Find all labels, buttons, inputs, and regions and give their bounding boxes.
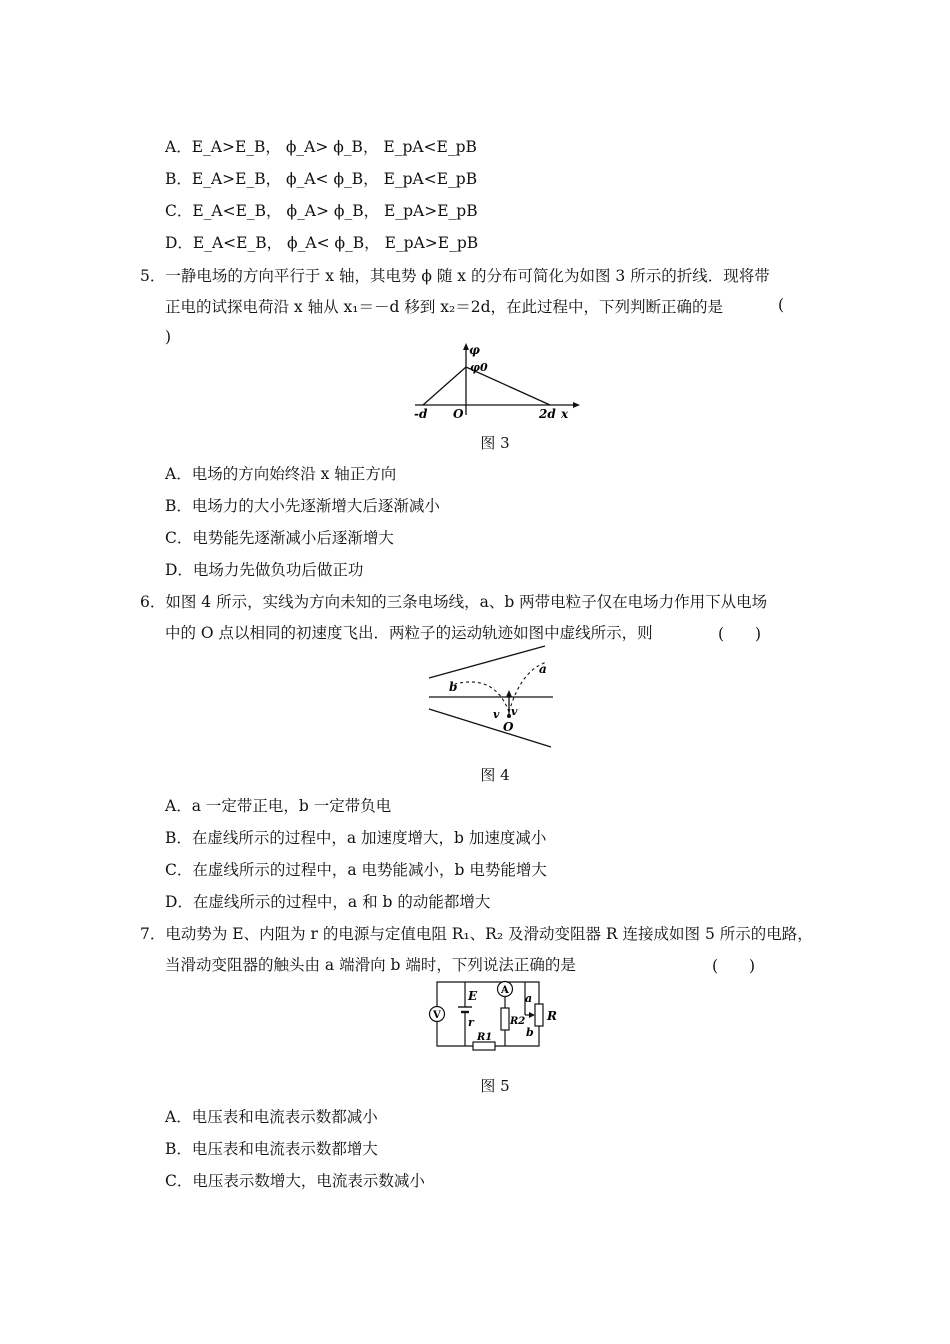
label-o: O bbox=[503, 720, 514, 734]
figure-5-caption: 图 5 bbox=[480, 1077, 510, 1095]
q5-answer-paren-close: ) bbox=[165, 328, 172, 346]
q6-option-a: A．a 一定带正电，b 一定带负电 bbox=[165, 797, 392, 815]
figure-3-potential-graph bbox=[405, 340, 585, 425]
q4-option-c: C．E_A<E_B， ϕ_A> ϕ_B， E_pA>E_pB bbox=[165, 202, 478, 220]
label-v-left: v bbox=[493, 708, 500, 721]
q5-answer-paren-open: ( bbox=[778, 296, 785, 314]
emf-label: E bbox=[468, 989, 478, 1003]
slider-arrow-icon bbox=[529, 1012, 535, 1018]
origin-label: O bbox=[453, 407, 464, 421]
q7-stem-line2: 当滑动变阻器的触头由 a 端滑向 b 端时，下列说法正确的是 bbox=[165, 956, 576, 974]
label-b: b bbox=[449, 680, 458, 694]
q6-answer-paren: ( ) bbox=[718, 625, 762, 643]
q5-stem-line1: 5．一静电场的方向平行于 x 轴，其电势 ϕ 随 x 的分布可简化为如图 3 所示的折线．现将带 bbox=[140, 267, 770, 285]
field-line-top bbox=[429, 646, 545, 678]
rheostat-r bbox=[535, 1004, 543, 1026]
q7-option-a: A．电压表和电流表示数都减小 bbox=[165, 1108, 378, 1126]
terminal-b-label: b bbox=[526, 1026, 534, 1039]
q4-option-a: A．E_A>E_B， ϕ_A> ϕ_B， E_pA<E_pB bbox=[165, 138, 477, 156]
figure-4-caption: 图 4 bbox=[480, 766, 510, 784]
q7-answer-paren: ( ) bbox=[712, 957, 756, 975]
q6-option-d: D．在虚线所示的过程中，a 和 b 的动能都增大 bbox=[165, 893, 491, 911]
label-v-right: v bbox=[511, 705, 518, 718]
q5-option-a: A．电场的方向始终沿 x 轴正方向 bbox=[165, 465, 397, 483]
neg-d-label: -d bbox=[414, 407, 428, 421]
label-a: a bbox=[539, 662, 547, 676]
q6-option-b: B．在虚线所示的过程中，a 加速度增大，b 加速度减小 bbox=[165, 829, 547, 847]
resistor-r2 bbox=[501, 1008, 509, 1030]
terminal-a-label: a bbox=[525, 992, 533, 1005]
q6-stem-line1: 6．如图 4 所示，实线为方向未知的三条电场线，a、b 两带电粒子仅在电场力作用下从电场 bbox=[140, 593, 768, 611]
velocity-arrow-head bbox=[506, 690, 512, 697]
phi-label: φ bbox=[469, 343, 480, 357]
figure-5-circuit bbox=[425, 974, 560, 1056]
q7-option-b: B．电压表和电流表示数都增大 bbox=[165, 1140, 378, 1158]
phi0-label: φ0 bbox=[470, 361, 488, 374]
x-label: x bbox=[561, 407, 569, 421]
q5-option-b: B．电场力的大小先逐渐增大后逐渐减小 bbox=[165, 497, 440, 515]
figure-3-caption: 图 3 bbox=[480, 434, 510, 452]
r2-label: R2 bbox=[510, 1016, 526, 1027]
field-line-bottom bbox=[429, 709, 551, 747]
q6-option-c: C．在虚线所示的过程中，a 电势能减小，b 电势能增大 bbox=[165, 861, 547, 879]
q5-option-c: C．电势能先逐渐减小后逐渐增大 bbox=[165, 529, 394, 547]
voltmeter-label: V bbox=[433, 1010, 441, 1021]
two-d-label: 2d bbox=[539, 407, 556, 421]
q5-option-d: D．电场力先做负功后做正功 bbox=[165, 561, 364, 579]
q4-option-b: B．E_A>E_B， ϕ_A< ϕ_B， E_pA<E_pB bbox=[165, 170, 478, 188]
r1-label: R1 bbox=[477, 1032, 493, 1043]
r-label: R bbox=[547, 1009, 557, 1023]
q5-stem-line2: 正电的试探电荷沿 x 轴从 x₁＝－d 移到 x₂＝2d，在此过程中，下列判断正确的是 bbox=[165, 298, 723, 316]
internal-r-label: r bbox=[468, 1016, 474, 1029]
ammeter-label: A bbox=[501, 985, 509, 996]
x-axis-arrow bbox=[573, 402, 580, 408]
resistor-r1 bbox=[473, 1042, 495, 1050]
q6-stem-line2: 中的 O 点以相同的初速度飞出．两粒子的运动轨迹如图中虚线所示，则 bbox=[165, 624, 653, 642]
q4-option-d: D．E_A<E_B， ϕ_A< ϕ_B， E_pA>E_pB bbox=[165, 234, 479, 252]
figure-4-field-lines bbox=[425, 642, 560, 750]
q7-stem-line1: 7．电动势为 E、内阻为 r 的电源与定值电阻 R₁、R₂ 及滑动变阻器 R 连接成如图 5 所示的电路， bbox=[140, 925, 813, 943]
q7-option-c: C．电压表示数增大，电流表示数减小 bbox=[165, 1172, 425, 1190]
